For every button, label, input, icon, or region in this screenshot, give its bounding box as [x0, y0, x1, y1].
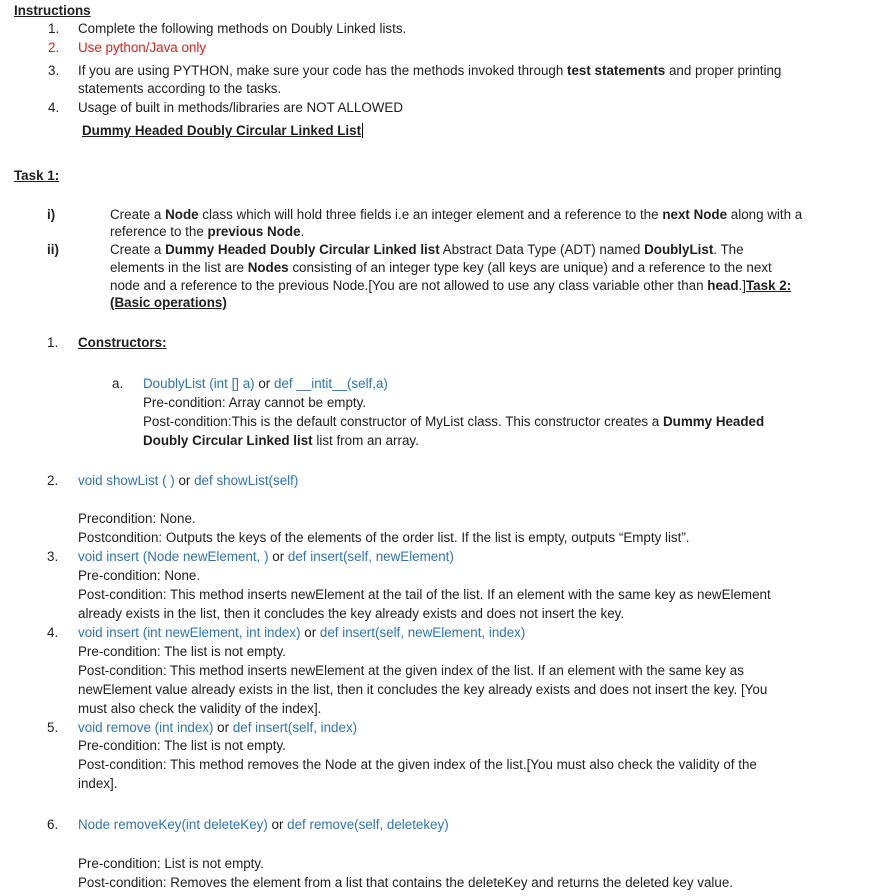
task-item-text: Create a Dummy Headed Doubly Circular Linked list Abstract Data Type (ADT) named DoublyList. The [110, 242, 744, 257]
task-item-text: elements in the list are Nodes consisting of an integer type key (all keys are unique) and a reference to the next [110, 260, 772, 275]
method-number: 2. [47, 473, 59, 488]
method-number: 6. [47, 817, 59, 832]
task2-subheading: (Basic operations) [110, 295, 227, 310]
task-item-label: ii) [47, 242, 59, 257]
precondition: Pre-condition: Array cannot be empty. [143, 395, 367, 410]
precondition: Pre-condition: The list is not empty. [78, 738, 286, 753]
instruction-text: Use python/Java only [78, 40, 207, 55]
instruction-text: Usage of built in methods/libraries are NOT ALLOWED [78, 100, 403, 115]
instruction-text: Complete the following methods on Doubly Linked lists. [78, 21, 407, 36]
method-number: 3. [47, 549, 59, 564]
postcondition: Doubly Circular Linked list list from an array. [143, 433, 419, 448]
method-signature: void showList ( ) or def showList(self) [78, 473, 299, 488]
instruction-number: 2. [48, 40, 60, 55]
method-number: 1. [47, 335, 59, 350]
postcondition: Post-condition: This method inserts newElement at the tail of the list. If an element with the same key as newElement [78, 587, 771, 602]
method-number: 5. [47, 720, 59, 735]
postcondition: must also check the validity of the index]. [78, 701, 322, 716]
instruction-text: If you are using PYTHON, make sure your code has the methods invoked through test statements and proper printing [78, 63, 782, 78]
task-item-text: Create a Node class which will hold three fields i.e an integer element and a reference to the next Node along with a [110, 207, 803, 222]
precondition: Pre-condition: List is not empty. [78, 856, 264, 871]
instruction-number: 4. [48, 100, 60, 115]
task-item-text: node and a reference to the previous Node.[You are not allowed to use any class variable other than head.]Task 2: [110, 278, 792, 293]
task-item-text: reference to the previous Node. [110, 224, 305, 239]
method-signature: void remove (int index) or def insert(self, index) [78, 720, 358, 735]
task2-heading: Task 2: [746, 278, 792, 293]
document-subtitle[interactable] [82, 122, 363, 140]
method-signature: void insert (int newElement, int index) or def insert(self, newElement, index) [78, 625, 526, 640]
precondition: Pre-condition: None. [78, 568, 201, 583]
method-signature: DoublyList (int [] a) or def __intit__(self,a) [143, 376, 388, 391]
postcondition: newElement value already exists in the list, then it concludes the key already exists and does not insert the key. [You [78, 682, 768, 697]
postcondition: Postcondition: Outputs the keys of the elements of the order list. If the list is empty, outputs “Empty list”. [78, 530, 690, 545]
task-item-label: i) [47, 207, 56, 222]
postcondition: Post-condition: Removes the element from a list that contains the deleteKey and returns the deleted key value. [78, 875, 734, 890]
method-signature: void insert (Node newElement, ) or def insert(self, newElement) [78, 549, 454, 564]
instructions-heading: Instructions [14, 3, 91, 18]
postcondition: Post-condition: This method inserts newElement at the given index of the list. If an element with the same key as [78, 663, 744, 678]
postcondition: Post-condition: This method removes the Node at the given index of the list.[You must also check the validity of the [78, 757, 757, 772]
task1-heading: Task 1: [14, 168, 60, 183]
sub-item-label: a. [112, 376, 124, 391]
postcondition: index]. [78, 776, 118, 791]
method-signature: Node removeKey(int deleteKey) or def remove(self, deletekey) [78, 817, 449, 832]
precondition: Precondition: None. [78, 511, 196, 526]
constructors-heading: Constructors: [78, 335, 167, 350]
instruction-text: statements according to the tasks. [78, 81, 282, 96]
postcondition: Post-condition:This is the default constructor of MyList class. This constructor creates a Dummy Headed [143, 414, 765, 429]
precondition: Pre-condition: The list is not empty. [78, 644, 286, 659]
instruction-number: 3. [48, 63, 60, 78]
postcondition: already exists in the list, then it concludes the key already exists and does not insert the key. [78, 606, 625, 621]
subtitle-text: Dummy Headed Doubly Circular Linked List [82, 123, 362, 138]
instruction-number: 1. [48, 21, 60, 36]
method-number: 4. [47, 625, 59, 640]
